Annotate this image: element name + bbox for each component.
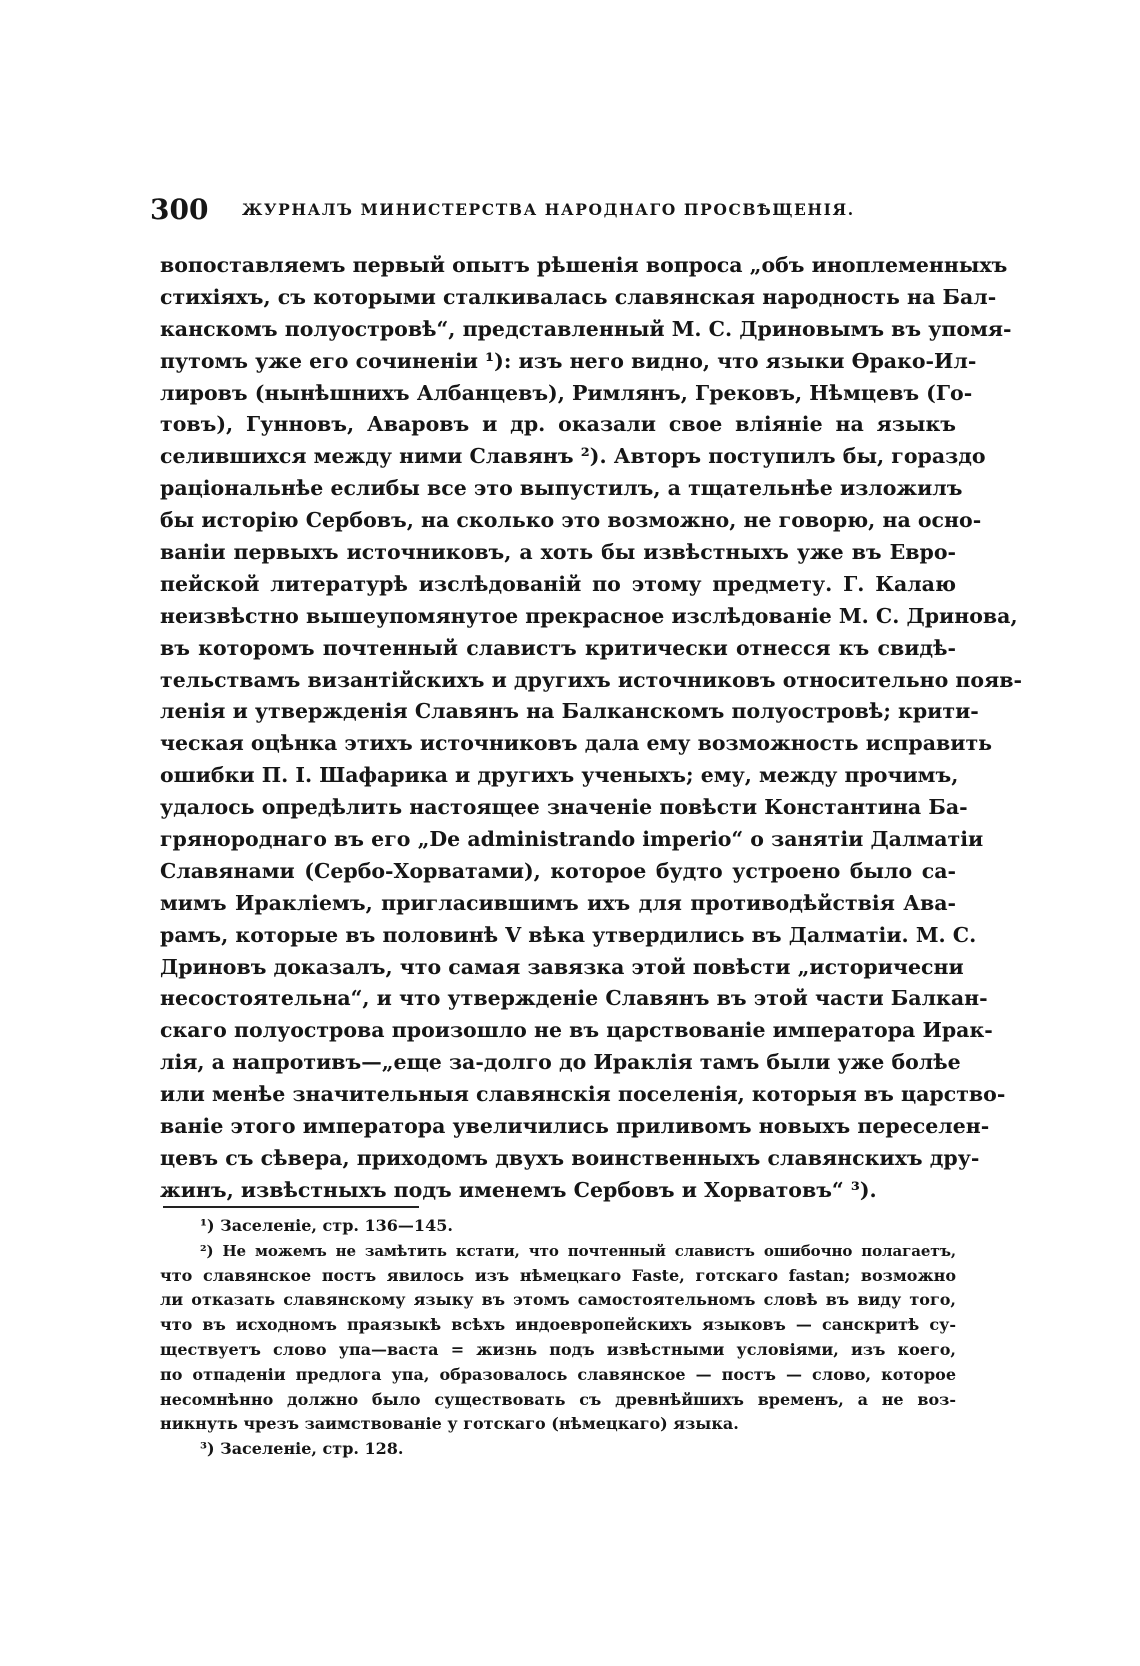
footnote-rule bbox=[163, 1206, 419, 1208]
body-line: стихіяхъ, съ которыми сталкивалась славянская народность на Бал- bbox=[160, 284, 997, 309]
body-line: селившихся между ними Славянъ ²). Авторъ поступилъ бы, гораздо bbox=[160, 444, 986, 469]
body-line: удалось опредѣлить настоящее значеніе повѣсти Константина Ба- bbox=[160, 795, 968, 820]
body-line: лія, а напротивъ—„еще за-долго до Ираклія тамъ были уже болѣе bbox=[160, 1050, 961, 1075]
body-line: мимъ Иракліемъ, пригласившимъ ихъ для противодѣйствія Ава- bbox=[160, 890, 956, 915]
body-line: Славянами (Сербо-Хорватами), которое будто устроено было са- bbox=[160, 858, 956, 883]
footnote-2-line: что въ исходномъ праязыкѣ всѣхъ индоевропейскихъ языковъ — санскритѣ су- bbox=[160, 1315, 956, 1335]
footnote-2-line: ществуетъ слово упа—васта = жизнь подъ извѣстными условіями, изъ коего, bbox=[160, 1339, 956, 1359]
body-line: ошибки П. І. Шафарика и другихъ ученыхъ; ему, между прочимъ, bbox=[160, 763, 959, 788]
body-line: ленія и утвержденія Славянъ на Балканскомъ полуостровѣ; крити- bbox=[160, 699, 979, 724]
footnotes bbox=[160, 1214, 956, 1462]
footnote-1: ¹) Заселеніе, стр. 136—145. bbox=[200, 1216, 453, 1235]
footnote-2-line: ли отказать славянскому языку въ этомъ самостоятельномъ словѣ въ виду того, bbox=[160, 1290, 956, 1310]
footnote-2-line: по отпаденіи предлога упа, образовалось славянское — постъ — слово, которое bbox=[160, 1364, 956, 1384]
body-line: ваніи первыхъ источниковъ, а хоть бы извѣстныхъ уже въ Евро- bbox=[160, 540, 956, 565]
body-line: грянороднаго въ его „De administrando imperio“ о занятіи Далматіи bbox=[160, 827, 984, 852]
footnote-2-line: ²) Не можемъ не замѣтить кстати, что почтенный славистъ ошибочно полагаетъ, bbox=[200, 1241, 956, 1260]
body-line: раціональнѣе еслибы все это выпустилъ, а тщательнѣе изложилъ bbox=[160, 476, 963, 501]
footnote-2-line: что славянское постъ явилось изъ нѣмецкаго Faste, готскаго fastan; возможно bbox=[160, 1265, 956, 1285]
body-line: ческая оцѣнка этихъ источниковъ дала ему возможность исправить bbox=[160, 731, 993, 756]
body-line: ваніе этого императора увеличились приливомъ новыхъ переселен- bbox=[160, 1114, 990, 1139]
body-line: скаго полуострова произошло не въ царствованіе императора Ирак- bbox=[160, 1018, 993, 1043]
page-number: 300 bbox=[150, 193, 209, 226]
body-line: товъ), Гунновъ, Аваровъ и др. оказали свое вліяніе на языкъ bbox=[160, 412, 956, 437]
footnote-2-line: никнуть чрезъ заимствованіе у готскаго (нѣмецкаго) языка. bbox=[160, 1414, 739, 1434]
body-line: бы исторію Сербовъ, на сколько это возможно, не говорю, на осно- bbox=[160, 508, 982, 533]
body-line: въ которомъ почтенный славистъ критически отнесся къ свидѣ- bbox=[160, 635, 956, 660]
body-line: вопоставляемъ первый опытъ рѣшенія вопроса „объ иноплеменныхъ bbox=[160, 253, 1008, 277]
body-line: пейской литературѣ изслѣдованій по этому предмету. Г. Калаю bbox=[160, 571, 956, 596]
body-line: путомъ уже его сочиненіи ¹): изъ него видно, что языки Ѳрако-Ил- bbox=[160, 348, 977, 373]
body-text bbox=[160, 250, 1023, 1207]
body-line: рамъ, которые въ половинѣ V вѣка утвердились въ Далматіи. М. С. bbox=[160, 922, 977, 947]
body-line: цевъ съ сѣвера, приходомъ двухъ воинственныхъ славянскихъ дру- bbox=[160, 1145, 980, 1170]
footnote-2-line: несомнѣнно должно было существовать съ древнѣйшихъ временъ, а не воз- bbox=[160, 1389, 956, 1409]
body-line: или менѣе значительныя славянскія поселенія, которыя въ царство- bbox=[160, 1082, 1006, 1107]
body-line: Дриновъ доказалъ, что самая завязка этой повѣсти „историчесни bbox=[160, 954, 964, 979]
body-line: жинъ, извѣстныхъ подъ именемъ Сербовъ и Хорватовъ“ ³). bbox=[160, 1177, 877, 1202]
body-line: тельствамъ византійскихъ и другихъ источниковъ относительно появ- bbox=[160, 667, 1023, 692]
body-line: неизвѣстно вышеупомянутое прекрасное изслѣдованіе М. С. Дринова, bbox=[160, 603, 1018, 628]
running-head: ЖУРНАЛЪ МИНИСТЕРСТВА НАРОДНАГО ПРОСВѢЩЕНІЯ. bbox=[242, 200, 855, 219]
body-line: несостоятельна“, и что утвержденіе Славянъ въ этой части Балкан- bbox=[160, 986, 988, 1011]
footnote-3: ³) Заселеніе, стр. 128. bbox=[200, 1439, 404, 1459]
body-line: канскомъ полуостровѣ“, представленный М. С. Дриновымъ въ упомя- bbox=[160, 316, 1012, 341]
body-line: лировъ (нынѣшнихъ Албанцевъ), Римлянъ, Грековъ, Нѣмцевъ (Го- bbox=[160, 380, 973, 405]
